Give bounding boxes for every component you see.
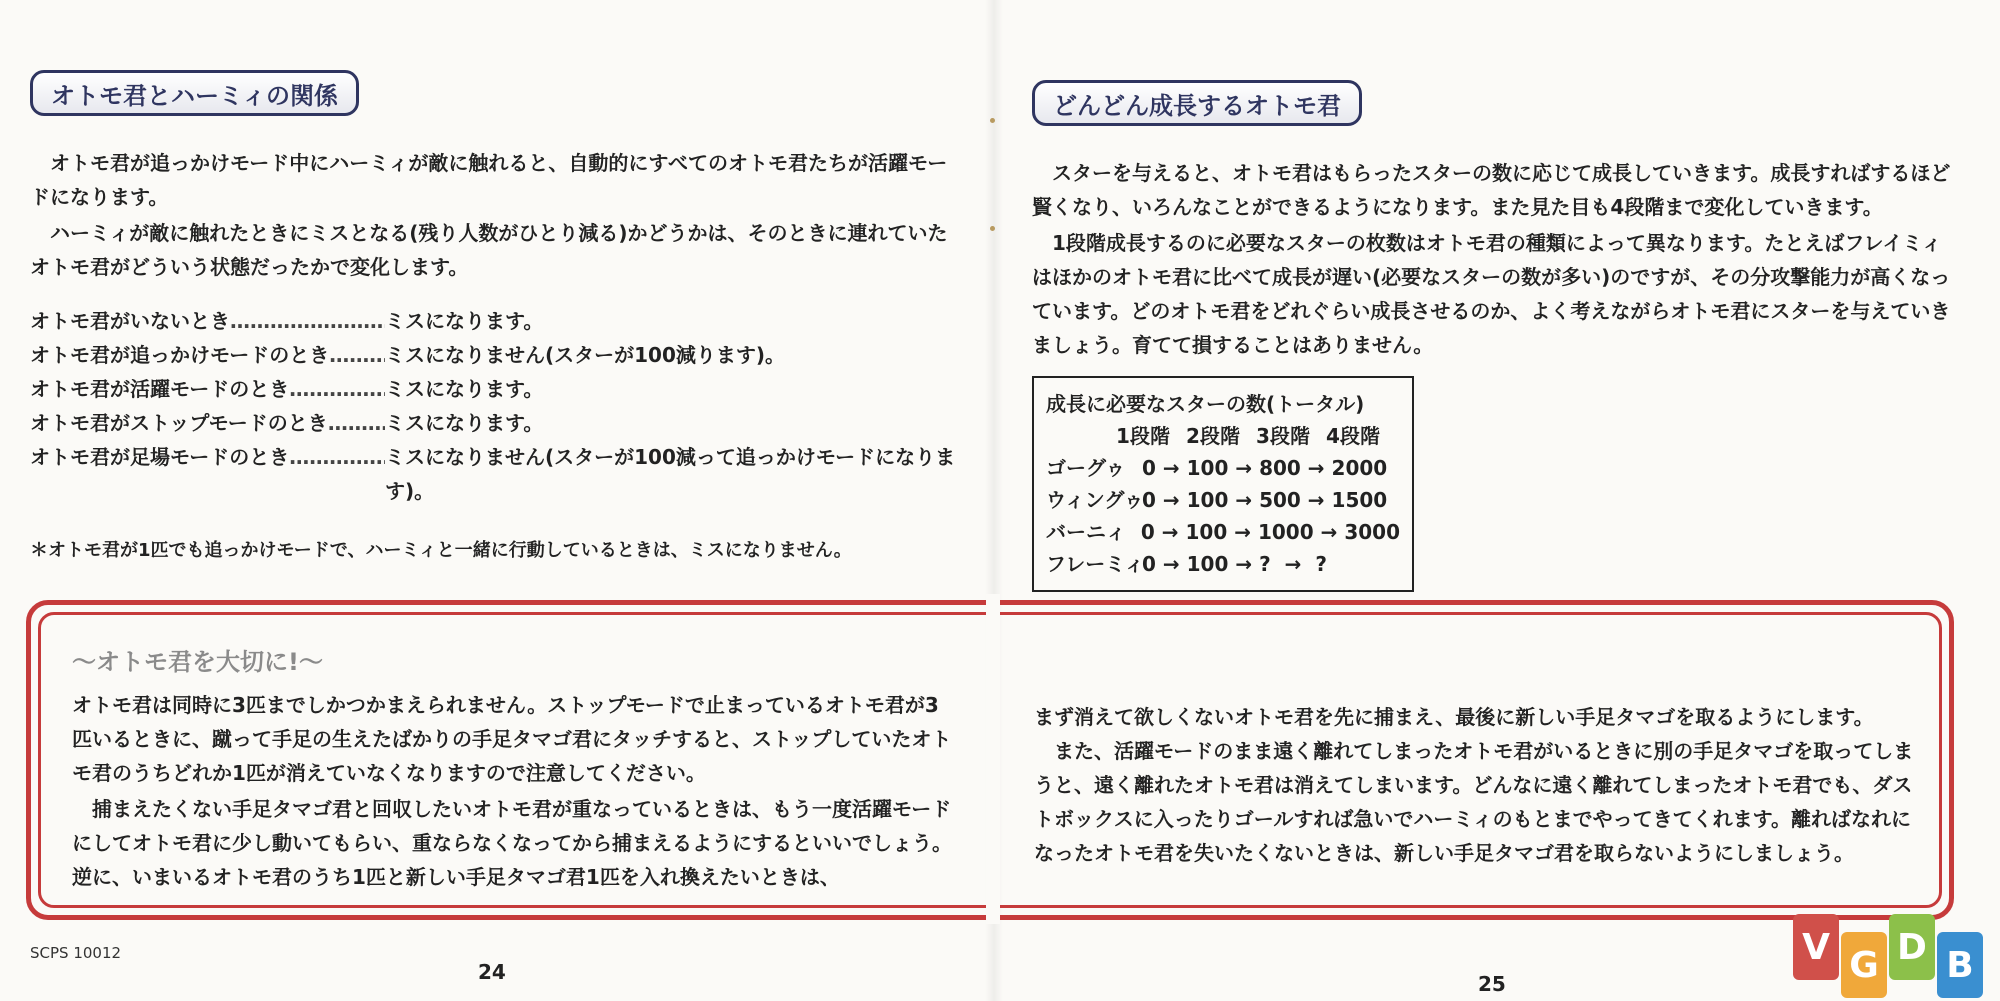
arrow: →	[1162, 488, 1180, 512]
table-header: 4段階	[1326, 424, 1380, 448]
binding-dot	[990, 226, 995, 231]
right-heading: どんどん成長するオトモ君	[1032, 80, 1362, 126]
otomo-name: フレーミィ	[1046, 552, 1145, 576]
page-number-left: 24	[478, 960, 506, 984]
binding-dot	[990, 118, 995, 123]
table-header: 2段階	[1186, 424, 1240, 448]
arrow: →	[1235, 552, 1253, 576]
rule-result: ミスになりません(スターが100減って追っかけモードになります)。	[385, 445, 956, 503]
table-row	[1046, 516, 1400, 548]
stage-3-value: 500	[1259, 488, 1301, 512]
tip-box-gutter-break	[986, 594, 1000, 924]
catalog-code: SCPS 10012	[30, 944, 122, 962]
stage-2-value: 100	[1186, 456, 1229, 480]
logo-letter: B	[1937, 932, 1983, 998]
table-row	[1046, 452, 1400, 484]
stage-3-value: ?	[1259, 552, 1271, 576]
arrow: →	[1161, 520, 1179, 544]
arrow: →	[1284, 552, 1302, 576]
logo-letter: V	[1793, 914, 1839, 980]
footnote: ＊オトモ君が1匹でも追っかけモードで、ハーミィと一緒に行動しているときは、ミスになりません。	[30, 540, 852, 561]
left-heading: オトモ君とハーミィの関係	[30, 70, 359, 116]
rule-row	[30, 406, 960, 440]
stage-4-value: ?	[1315, 552, 1327, 576]
logo-letter: G	[1841, 932, 1887, 998]
stage-2-value: 100	[1186, 552, 1229, 576]
tip-left-paragraph-1: オトモ君は同時に3匹までしかつかまえられません。ストップモードで止まっているオトモ君が3匹いるときに、蹴って手足の生えたばかりの手足タマゴ君にタッチすると、ストップしていたオトモ君のうちどれか1匹が消えていなくなりますので注意してください。	[72, 693, 952, 785]
rule-condition: オトモ君が活躍モードのとき ………………………………………………………………………	[30, 372, 385, 406]
tip-left-paragraph-2: 捕まえたくない手足タマゴ君と回収したいオトモ君が重なっているときは、もう一度活躍モードにしてオトモ君に少し動いてもらい、重ならなくなってから捕まえるようにするといいでしょう。逆に、いまいるオトモ君のうち1匹と新しい手足タマゴ君1匹を入れ換えたいときは、	[72, 797, 952, 889]
tip-right-paragraph-2: また、活躍モードのまま遠く離れてしまったオトモ君がいるときに別の手足タマゴを取ってしまうと、遠く離れたオトモ君は消えてしまいます。どんなに遠く離れてしまったオトモ君でも、ダストボックスに入ったりゴールすれば急いでハーミィのもとまでやってきてくれます。離ればなれになったオトモ君を失いたくないときは、新しい手足タマゴ君を取らないようにしましょう。	[1034, 739, 1914, 865]
arrow: →	[1234, 520, 1251, 544]
vgdb-watermark-logo	[1793, 914, 1985, 998]
stage-1-value: 0	[1142, 488, 1156, 512]
tip-box-title: ～オトモ君を大切に!～	[72, 648, 323, 676]
rule-result: ミスになります。	[385, 377, 544, 401]
rule-condition: オトモ君が追っかけモードのとき ………………………………………………………………………	[30, 338, 385, 372]
stage-4-value: 3000	[1344, 520, 1400, 544]
arrow: →	[1235, 488, 1253, 512]
otomo-name: バーニィ	[1046, 520, 1126, 544]
stage-3-value: 800	[1259, 456, 1301, 480]
left-paragraph-2: ハーミィが敵に触れたときにミスとなる(残り人数がひとり減る)かどうかは、そのときに連れていたオトモ君がどういう状態だったかで変化します。	[30, 221, 948, 279]
arrow: →	[1162, 552, 1180, 576]
rule-row	[30, 372, 960, 406]
stage-4-value: 1500	[1331, 488, 1388, 512]
rule-result: ミスになりません(スターが100減ります)。	[385, 343, 786, 367]
rule-condition: オトモ君がストップモードのとき ………………………………………………………………………	[30, 406, 385, 440]
arrow: →	[1320, 520, 1338, 544]
rule-result: ミスになります。	[385, 309, 544, 333]
table-row	[1046, 548, 1400, 580]
tip-right-paragraph-1: まず消えて欲しくないオトモ君を先に捕まえ、最後に新しい手足タマゴを取るようにします。	[1034, 705, 1874, 729]
rule-condition: オトモ君が足場モードのとき ………………………………………………………………………	[30, 440, 385, 508]
left-paragraph-1: オトモ君が追っかけモード中にハーミィが敵に触れると、自動的にすべてのオトモ君たちが活躍モードになります。	[30, 151, 948, 209]
stage-2-value: 100	[1185, 520, 1228, 544]
stage-2-value: 100	[1186, 488, 1229, 512]
arrow: →	[1307, 456, 1325, 480]
rule-result: ミスになります。	[385, 411, 544, 435]
table-title: 成長に必要なスターの数(トータル)	[1046, 392, 1365, 416]
table-header-row	[1046, 420, 1400, 452]
rule-row	[30, 304, 960, 338]
miss-rules-list	[30, 304, 960, 508]
stage-1-value: 0	[1142, 456, 1156, 480]
right-paragraph-1: スターを与えると、オトモ君はもらったスターの数に応じて成長していきます。成長すればするほど賢くなり、いろんなことができるようになります。また見た目も4段階まで変化していきます。	[1032, 161, 1951, 219]
table-header: 3段階	[1256, 424, 1310, 448]
arrow: →	[1235, 456, 1253, 480]
otomo-name: ゴーグゥ	[1046, 456, 1126, 480]
stage-1-value: 0	[1140, 520, 1155, 544]
page-number-right: 25	[1478, 972, 1506, 996]
rule-row	[30, 440, 960, 508]
stage-3-value: 1000	[1257, 520, 1314, 544]
otomo-name: ウィングゥ	[1046, 488, 1144, 512]
table-row	[1046, 484, 1400, 516]
rule-row	[30, 338, 960, 372]
right-paragraph-2: 1段階成長するのに必要なスターの枚数はオトモ君の種類によって異なります。たとえばフレイミィはほかのオトモ君に比べて成長が遅い(必要なスターの数が多い)のですが、その分攻撃能力が高くなっています。どのオトモ君をどれぐらい成長させるのか、よく考えながらオトモ君にスターを与えていきましょう。育てて損することはありません。	[1032, 231, 1951, 357]
growth-star-table	[1032, 376, 1414, 592]
table-header: 1段階	[1116, 424, 1170, 448]
stage-4-value: 2000	[1331, 456, 1388, 480]
arrow: →	[1307, 488, 1325, 512]
arrow: →	[1162, 456, 1180, 480]
stage-1-value: 0	[1142, 552, 1156, 576]
logo-letter: D	[1889, 914, 1935, 980]
rule-condition: オトモ君がいないとき ………………………………………………………………………	[30, 304, 385, 338]
